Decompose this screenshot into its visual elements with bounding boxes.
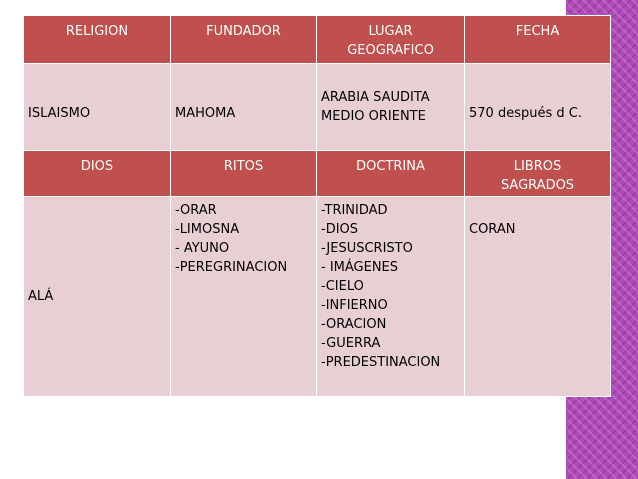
cell-doctrina-list: -TRINIDAD -DIOS -JESUSCRISTO - IMÁGENES -CIELO -INFIERNO -ORACION -GUERRA -PREDESTINACION [317,197,465,397]
header-cell-fecha: FECHA [465,16,611,64]
cell-lugar-value: ARABIA SAUDITA MEDIO ORIENTE [317,64,465,151]
header-row-2 [24,151,611,197]
header-cell-ritos: RITOS [171,151,317,197]
data-row-1 [24,64,611,151]
cell-libros-value: CORAN [465,197,611,397]
cell-dios-value: ALÁ [24,197,171,397]
header-cell-fundador: FUNDADOR [171,16,317,64]
religion-table [23,15,611,397]
data-row-2 [24,197,611,397]
cell-religion-value: ISLAISMO [24,64,171,151]
header-cell-religion: RELIGION [24,16,171,64]
header-cell-dios: DIOS [24,151,171,197]
cell-fecha-value: 570 después d C. [465,64,611,151]
header-cell-libros-sagrados: LIBROS SAGRADOS [465,151,611,197]
header-cell-doctrina: DOCTRINA [317,151,465,197]
cell-fundador-value: MAHOMA [171,64,317,151]
cell-ritos-list: -ORAR -LIMOSNA - AYUNO -PEREGRINACION [171,197,317,397]
header-cell-lugar-geografico: LUGAR GEOGRAFICO [317,16,465,64]
header-row-1 [24,16,611,64]
